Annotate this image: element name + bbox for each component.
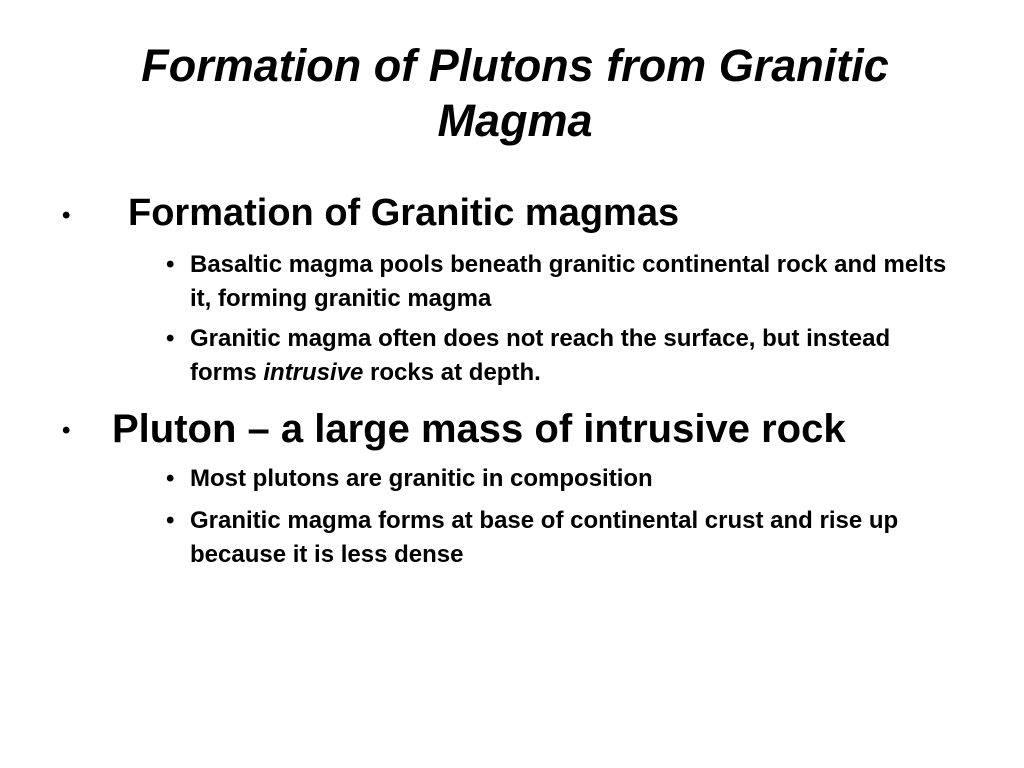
sub-bullet-text-start: Granitic magma often does not reach the surface, but instead forms: [190, 325, 891, 386]
bullet-marker: •: [62, 202, 71, 229]
sub-bullet-marker: •: [166, 465, 175, 492]
sub-bullet-marker: •: [166, 325, 175, 352]
sub-bullet-text: Basaltic magma pools beneath granitic continental rock and melts it, forming granitic magma: [190, 251, 947, 312]
bullet-text: Pluton – a large mass of intrusive rock: [112, 407, 846, 451]
sub-bullet-text: Most plutons are granitic in composition: [190, 465, 653, 492]
sub-bullet-text: [190, 322, 960, 390]
emphasized-term: intrusive: [263, 359, 364, 386]
sub-bullet-marker: •: [166, 251, 175, 278]
bullet-marker: •: [62, 417, 71, 444]
sub-bullet-text-end: rocks at depth.: [363, 359, 541, 386]
sub-bullet-text: Granitic magma forms at base of continental crust and rise up because it is less dense: [190, 507, 899, 568]
slide-title: Formation of Plutons from Granitic Magma: [141, 40, 889, 146]
sub-bullet-marker: •: [166, 507, 175, 534]
bullet-text: Formation of Granitic magmas: [128, 192, 680, 234]
